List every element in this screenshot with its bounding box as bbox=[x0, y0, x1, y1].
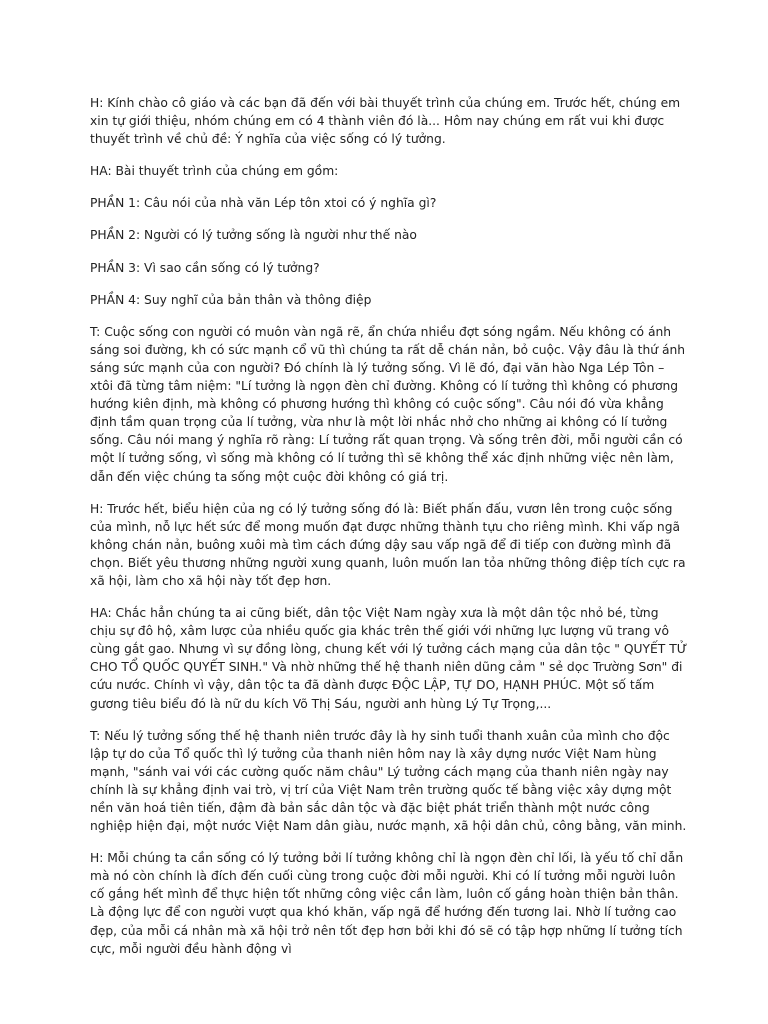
paragraph-intro: H: Kính chào cô giáo và các bạn đã đến với bài thuyết trình của chúng em. Trước hết, chúng em xin tự giới thiệu, nhóm chúng em có 4 thành viên đó là... Hôm nay chúng em rất vui khi được thuyết trình về chủ đề: Ý nghĩa của việc sống có lý tưởng. bbox=[90, 96, 681, 147]
paragraph-part-1: PHẦN 1: Câu nói của nhà văn Lép tôn xtoi có ý nghĩa gì? bbox=[90, 196, 437, 211]
paragraph-part-2: PHẦN 2: Người có lý tưởng sống là người như thế nào bbox=[90, 228, 417, 243]
paragraph-ideal-signs: H: Trước hết, biểu hiện của ng có lý tưởng sống đó là: Biết phấn đấu, vươn lên trong cuộc sống của mình, nỗ lực hết sức để mong muốn đạt được những thành tựu cho riêng mình. Khi vấp ngã không chán nản, buông xuôi mà tìm cách đứng dậy sau vấp ngã để đi tiếp con đường mình đã chọn. Biết yêu thương những người xung quanh, luôn muốn lan tỏa những thông điệp tích cực ra xã hội, làm cho xã hội này tốt đẹp hơn. bbox=[90, 501, 686, 588]
paragraph-outline-heading: HA: Bài thuyết trình của chúng em gồm: bbox=[90, 164, 339, 179]
paragraph-tolstoy-quote: T: Cuộc sống con người có muôn vàn ngã rẽ, ẩn chứa nhiều đợt sóng ngầm. Nếu không có ánh sáng soi đường, kh có sức mạnh cổ vũ thì chúng ta rất dễ chán nản, bỏ cuộc. Vậy đâu là thứ ánh sáng sức mạnh của con người? Đó chính là lý tưởng sống. Vì lẽ đó, đại văn hào Nga Lép Tôn – xtôi đã từng tâm niệm: "Lí tưởng là ngọn đèn chỉ đường. Không có lí tưởng thì không có phương hướng kiên định, mà không có phương hướng thì không có cuộc sống". Câu nói đó vừa khẳng định tầm quan trọng của lí tưởng, vừa như là một lời nhắc nhở cho những ai không có lí tưởng sống. Câu nói mang ý nghĩa rõ ràng: Lí tưởng rất quan trọng. Và sống trên đời, mỗi người cần có một lí tưởng sống, vì sống mà không có lí tưởng thì sẽ không thể xác định những việc nên làm, dẫn đến việc chúng ta sống một cuộc đời không có giá trị. bbox=[90, 324, 686, 484]
paragraph-part-3: PHẦN 3: Vì sao cần sống có lý tưởng? bbox=[90, 260, 320, 275]
document-page bbox=[90, 94, 688, 972]
paragraph-youth-ideal: T: Nếu lý tưởng sống thế hệ thanh niên trước đây là hy sinh tuổi thanh xuân của mình cho độc lập tự do của Tổ quốc thì lý tưởng của thanh niên hôm nay là xây dựng nước Việt Nam hùng mạnh, "sánh vai với các cường quốc năm châu" Lý tưởng cách mạng của thanh niên ngày nay chính là sự khẳng định vai trò, vị trí của Việt Nam trên trường quốc tế bằng việc xây dựng một nền văn hoá tiên tiến, đậm đà bản sắc dân tộc và đặc biệt phát triển thành một nước công nghiệp hiện đại, một nước Việt Nam dân giàu, nước mạnh, xã hội dân chủ, công bằng, văn minh. bbox=[90, 728, 687, 834]
paragraph-history: HA: Chắc hẳn chúng ta ai cũng biết, dân tộc Việt Nam ngày xưa là một dân tộc nhỏ bé, từng chịu sự đô hộ, xâm lược của nhiều quốc gia khác trên thế giới với những lực lượng vũ trang vô cùng gắt gao. Nhưng vì sự đồng lòng, chung kết với lý tưởng cách mạng của dân tộc " QUYẾT TỬ CHO TỔ QUỐC QUYẾT SINH." Và nhờ những thế hệ thanh niên dũng cảm " sẻ dọc Trường Sơn" đi cứu nước. Chính vì vậy, dân tộc ta đã dành được ĐỘC LẬP, TỰ DO, HẠNH PHÚC. Một số tấm gương tiêu biểu đó là nữ du kích Võ Thị Sáu, người anh hùng Lý Tự Trọng,... bbox=[90, 606, 688, 711]
paragraph-part-4: PHẦN 4: Suy nghĩ của bản thân và thông điệp bbox=[90, 292, 372, 307]
paragraph-why-ideal: H: Mỗi chúng ta cần sống có lý tưởng bởi lí tưởng không chỉ là ngọn đèn chỉ lối, là yếu tố chỉ dẫn mà nó còn chính là đích đến cuối cùng trong cuộc đời mỗi người. Khi có lí tưởng mỗi người luôn cố gắng hết mình để thực hiện tốt những công việc cần làm, luôn cố gắng hoàn thiện bản thân. Là động lực để con người vượt qua khó khăn, vấp ngã để hướng đến tương lai. Nhờ lí tưởng cao đẹp, của mỗi cá nhân mà xã hội trở nên tốt đẹp hơn bởi khi đó sẽ có tập hợp những lí tưởng tích cực, mỗi người đều hành động vì bbox=[90, 851, 684, 956]
